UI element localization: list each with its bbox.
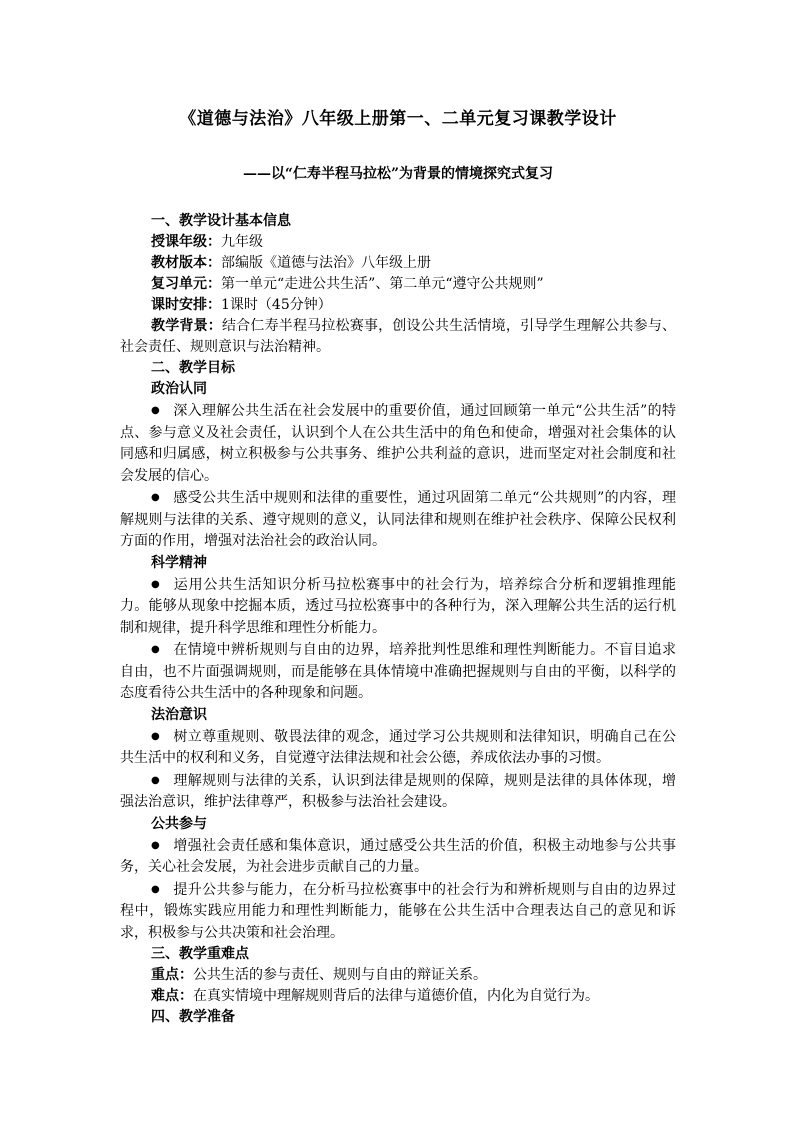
bullet-icon: ●: [151, 644, 160, 655]
info-grade: 授课年级：九年级: [151, 234, 263, 250]
section-3-heading: 三、教学重难点: [151, 946, 249, 962]
goal-group-title: 政治认同: [151, 381, 207, 397]
list-item: ● 增强社会责任感和集体意识，通过感受公共生活的价值，积极主动地参与公共事务，关心社会发展，为社会进步贡献自己的力量。: [120, 835, 676, 879]
document-title: 《道德与法治》八年级上册第一、二单元复习课教学设计: [179, 109, 617, 129]
document-subtitle: ——以“仁寿半程马拉松”为背景的情境探究式复习: [242, 166, 554, 182]
goal-group-title: 法治意识: [151, 706, 207, 723]
list-item: ● 在情境中辨析规则与自由的边界，培养批判性思维和理性判断能力。不盲目追求自由，也不片面强调规则，而是能够在具体情境中准确把握规则与自由的平衡，以科学的态度看待公共生活中的各种现象和问题。: [120, 639, 676, 705]
section-1-heading: 一、教学设计基本信息: [151, 213, 291, 229]
goal-group-title: 公共参与: [151, 815, 207, 832]
key-point: 重点：公共生活的参与责任、规则与自由的辩证关系。: [151, 967, 487, 983]
goal-group-science: [120, 553, 676, 705]
difficult-point: 难点：在真实情境中理解规则背后的法律与道德价值，内化为自觉行为。: [151, 988, 599, 1004]
list-item: ● 树立尊重规则、敬畏法律的观念，通过学习公共规则和法律知识，明确自己在公共生活中的权利和义务，自觉遵守法律法规和社会公德，养成依法办事的习惯。: [120, 726, 676, 770]
list-item: ● 感受公共生活中规则和法律的重要性，通过巩固第二单元“公共规则”的内容，理解规则与法律的关系、遵守规则的意义，认同法律和规则在维护社会秩序、保障公民权利方面的作用，增强对法治社会的政治认同。: [120, 487, 676, 553]
list-item: ● 理解规则与法律的关系，认识到法律是规则的保障，规则是法律的具体体现，增强法治意识，维护法律尊严，积极参与法治社会建设。: [120, 770, 676, 814]
list-item: ● 运用公共生活知识分析马拉松赛事中的社会行为，培养综合分析和逻辑推理能力。能够从现象中挖掘本质，透过马拉松赛事中的各种行为，深入理解公共生活的运行机制和规律，提升科学思维和理性分析能力。: [120, 574, 676, 640]
list-item: ● 深入理解公共生活在社会发展中的重要价值，通过回顾第一单元“公共生活”的特点、参与意义及社会责任，认识到个人在公共生活中的角色和使命，增强对社会集体的认同感和归属感，树立积极参与公共事务、维护公共利益的意识，进而坚定对社会制度和社会发展的信心。: [120, 400, 676, 487]
list-item: ● 提升公共参与能力，在分析马拉松赛事中的社会行为和辨析规则与自由的边界过程中，锻炼实践应用能力和理性判断能力，能够在公共生活中合理表达自己的意见和诉求，积极参与公共决策和社会治理。: [120, 879, 676, 945]
bullet-icon: ●: [151, 492, 160, 503]
section-4-heading: 四、教学准备: [151, 1009, 235, 1025]
info-time: 课时安排：1课时（45分钟）: [151, 297, 332, 313]
bullet-icon: ●: [151, 405, 160, 416]
document-page: [120, 104, 676, 1028]
bullet-icon: ●: [151, 730, 160, 742]
goal-group-law: [120, 705, 676, 814]
info-background: 教学背景：结合仁寿半程马拉松赛事，创设公共生活情境，引导学生理解公共参与、社会责任、规则意识与法治精神。: [120, 318, 677, 355]
goal-group-participation: [120, 814, 676, 945]
goal-group-title: 科学精神: [151, 554, 207, 571]
section-2-heading: 二、教学目标: [151, 360, 235, 376]
info-textbook: 教材版本：部编版《道德与法治》八年级上册: [151, 255, 431, 271]
info-units: 复习单元：第一单元“走进公共生活”、第二单元“遵守公共规则”: [151, 276, 544, 292]
bullet-icon: ●: [151, 883, 160, 895]
bullet-icon: ●: [151, 578, 160, 590]
bullet-icon: ●: [151, 839, 160, 851]
bullet-icon: ●: [151, 774, 160, 786]
goal-group-political: [120, 379, 676, 553]
